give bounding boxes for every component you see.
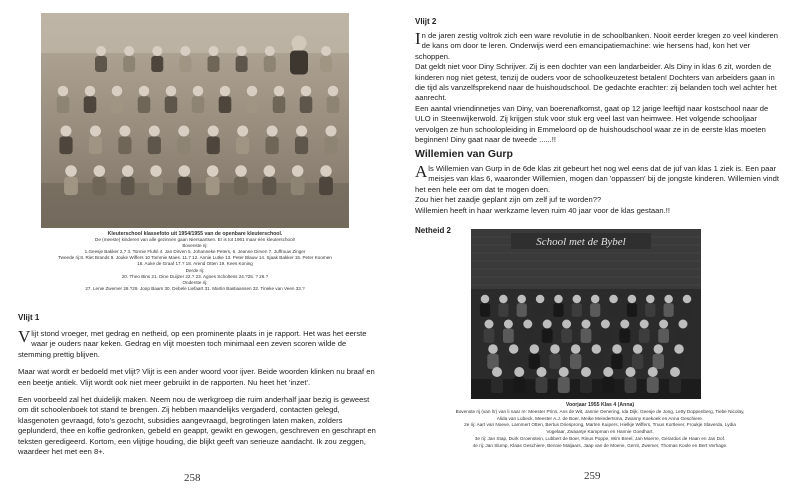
pupil-figure: [487, 344, 498, 369]
paragraph: Een voorbeeld zal het duidelijk maken. Neem nou de werkgroep die ruim anderhalf jaar bezig is geweest om dit schoolenboek tot stand te brengen. Zij hebben maandelijks vergaderd, contacten gelegd, klasgenoten gevraagd, foto's gezocht, subsidies aangevraagd, begrotingen laten maken, zolders geplunderd, thee en koffie gedronken, gebeld en geappt, gewikt en gewogen, geschreven en geschrapt en teksten geredigeerd. Kortom, een vlijtige houding, die blijkt geeft van serieuze aandacht. Ik zou zeggen, waardeer het met een 8+.: [18, 395, 376, 457]
child-figure: [177, 165, 191, 195]
drop-cap: I: [415, 29, 421, 48]
caption-line: 2e rij: Aart van Noeve, Lammert Otten, Bertus Driesprong, Marten Kuipers, Hielkje Wiffers, Truus Kortlever, Froukje Slaverda, Lydia: [464, 422, 736, 428]
pupil-figure: [513, 367, 525, 393]
caption-line: Onderste rij:: [182, 279, 208, 285]
child-figure: [151, 46, 163, 72]
caption-line: Tweede rij:8. Riet Brands 9. Jouke Wiffers 10 Tommie Maes. 11.7 12. Annie Lutke 13. Peter Blauw 14. Sjaak Bakker 15. Peter Koomen: [58, 255, 332, 261]
paragraph-text: ls Willemien van Gurp in de 6de klas zit gebeurt het nog wel eens dat de juf van klas 1 ziek is. Een paar meisjes van klas 6, waaronder Willemien, mogen dan 'oppassen' bij de jongste kinderen. Willemien vindt het een hele eer om dat te mogen doen.: [415, 164, 779, 194]
caption-line: Vogelaar, Zwaantje Kampman en Hannie Goedhart.: [546, 429, 654, 435]
pupil-figure: [522, 320, 533, 343]
caption-line: 4e rij: Jan Slump, Klaas Geschiere, Bennie Maljaars, Jaap van de Moene, Gerrit, Zwemer, Thomas Koole en Bert Verhage.: [472, 442, 728, 448]
pupil-figure: [608, 295, 618, 317]
pupil-figure: [632, 344, 643, 369]
child-figure: [165, 86, 178, 113]
paragraph: Willemien heeft in haar werkzame leven ruim 40 jaar voor de klas gestaan.!!: [415, 205, 670, 215]
child-figure: [262, 165, 276, 195]
child-figure: [291, 165, 305, 195]
child-figure: [273, 86, 286, 113]
pupil-figure: [647, 367, 659, 393]
child-figure: [111, 86, 124, 113]
pupil-figure: [542, 320, 553, 343]
pupil-figure: [645, 295, 655, 317]
child-figure: [84, 86, 97, 113]
pupil-figure: [503, 320, 514, 343]
pupil-figure: [682, 295, 692, 317]
caption-line: 27. Lenie Zwemer 28.?29. Joop Baars 30. Debele Liefaart 31. Martin Bastiaansen 32. Tineke van Veen 33.?: [85, 285, 305, 291]
child-figure: [92, 165, 106, 195]
pupil-figure: [602, 367, 614, 393]
pupil-figure: [535, 295, 545, 317]
paragraph: [18, 329, 380, 360]
child-figure: [59, 126, 72, 155]
pupil-figure: [669, 367, 681, 393]
child-figure: [148, 126, 161, 155]
child-figure: [234, 165, 248, 195]
pupil-figure: [664, 295, 674, 317]
school-sign-text: School met de Bybel: [536, 236, 626, 248]
caption-line: 1.Geesje Bakker 2,7 3. Tonnie Fluhil 4. Jan Dirven 5. Johanneke Peters, 6. Jeanne Dirven 7. Juffrouw Zinger: [84, 249, 306, 255]
pupil-figure: [658, 320, 669, 343]
school-class-photo: [471, 229, 701, 399]
kindergarten-class-photo: [41, 13, 349, 228]
child-figure: [138, 86, 151, 113]
child-figure: [149, 165, 163, 195]
child-figure: [264, 46, 276, 72]
paragraph: [415, 31, 785, 62]
child-figure: [121, 165, 135, 195]
pupil-figure: [529, 344, 540, 369]
child-figure: [246, 86, 259, 113]
child-figure: [123, 46, 135, 72]
child-figure: [319, 165, 333, 195]
child-figure: [327, 86, 340, 113]
right-page: [400, 0, 799, 488]
pupil-figure: [549, 344, 560, 369]
drop-cap: V: [18, 327, 31, 346]
pupil-figure: [558, 367, 570, 393]
pupil-figure: [491, 367, 503, 393]
pupil-figure: [625, 367, 637, 393]
child-figure: [95, 46, 107, 72]
pupil-figure: [480, 295, 490, 317]
pupil-figure: [572, 295, 582, 317]
teacher-figure: [290, 36, 308, 75]
pupil-figure: [498, 295, 508, 317]
child-figure: [118, 126, 131, 155]
child-figure: [89, 126, 102, 155]
caption-line: 20. Theo Bins 21. Dine Duijzer 22.? 23. Agnes Scholtens 24.?25. ? 26.?: [121, 273, 269, 279]
caption-line: Alida van Lubeck, Meester A.J. de Boer, Meike Meindertsma, Zwanny Koekoek en Anna Geschiere.: [496, 415, 704, 421]
pupil-figure: [627, 295, 637, 317]
caption-line: 3e rij: Jan Stap, Durk Groenstein, Lubbert de Boer, Rinus Poppe, Wim Breel, Jan Moerre, Gerardus de Haan en Jan Dof.: [474, 435, 726, 441]
child-figure: [192, 86, 205, 113]
page-number: 259: [584, 470, 601, 482]
pupil-figure: [673, 344, 684, 369]
pupil-figure: [484, 320, 495, 343]
pupil-figure: [611, 344, 622, 369]
paragraph: [415, 164, 785, 195]
section-title-netheid-2: Netheid 2: [415, 226, 452, 235]
child-figure: [324, 126, 337, 155]
child-figure: [300, 86, 313, 113]
photo1-caption: [41, 231, 349, 292]
vlijt1-body: [18, 329, 380, 457]
child-figure: [207, 126, 220, 155]
photo2-caption-title: Voorjaar 1955 Klas 4 (Anna): [565, 402, 635, 408]
paragraph: Dat geldt niet voor Diny Schrijver. Zij is een dochter van een landarbeider. Als Diny in klas 6 zit, worden de kinderen nog niet getest, tenzij de ouders voor de schoolkeuzetest betalen! Dochters van arbeiders gaan in die tijd als vanzelfsprekend naar de huishoudschool. De gedachte erachter: zij belanden toch wel achter het aanrecht.: [415, 62, 777, 103]
caption-line: De (meeste) kinderen van alle gezinnen gaan Niersaartsen. Er is tot 1961 maar één kleuterschool!: [95, 237, 295, 243]
section-title-vlijt-2: Vlijt 2: [415, 17, 437, 26]
child-figure: [295, 126, 308, 155]
pupil-figure: [590, 295, 600, 317]
drop-cap: A: [415, 162, 428, 181]
pupil-figure: [581, 320, 592, 343]
pupil-figure: [536, 367, 548, 393]
pupil-figure: [619, 320, 630, 343]
pupil-figure: [580, 367, 592, 393]
pupil-figure: [561, 320, 572, 343]
child-figure: [236, 126, 249, 155]
paragraph: Een aantal vriendinnetjes van Diny, van boerenafkomst, gaat op 12 jarige leeftijd naar kostschool naar de ULO in Steenwijkerwold. Zij krijgen stuk voor stuk erg veel last van heimwee. Het volgende schooljaar vervolgen ze hun schoolopleiding in Emmeloord op de huishoudschool waar ze in de eerste klas moeten beginnen! Diny gaat naar de tweede ......!!: [415, 103, 769, 145]
pupil-figure: [517, 295, 527, 317]
photo1-caption-title: Kleuterschool klassefoto uit 1954/1955 van de openbare kleuterschool.: [107, 231, 283, 237]
child-figure: [208, 46, 220, 72]
child-figure: [236, 46, 248, 72]
child-figure: [177, 126, 190, 155]
pupil-figure: [600, 320, 611, 343]
pupil-figure: [553, 295, 563, 317]
page-number: 258: [184, 472, 201, 484]
pupil-figure: [591, 344, 602, 369]
pupil-figure: [570, 344, 581, 369]
photo2-caption: [420, 402, 780, 450]
child-figure: [179, 46, 191, 72]
vlijt2-body: [415, 31, 785, 145]
caption-line: 16. Auke de Graaf 17.? 18. Arend Otten 19. Kees Koning: [137, 261, 253, 267]
caption-line: Derde rij:: [185, 267, 205, 273]
paragraph-text: lijt stond vroeger, met gedrag en netheid, op een prominente plaats in je rapport. Het was het eerste waar je ouders naar keken. Gedrag en vlijt moesten toch minimaal een zeven scoren wilde de stemming prettig blijven.: [18, 329, 367, 359]
pupil-figure: [639, 320, 650, 343]
child-figure: [57, 86, 70, 113]
pupil-figure: [678, 320, 689, 343]
section-title-willemien: Willemien van Gurp: [415, 148, 513, 160]
caption-line: Bovenste rij:: [182, 243, 208, 249]
child-figure: [266, 126, 279, 155]
paragraph: Maar wat wordt er bedoeld met vlijt? Vlijt is een ander woord voor ijver. Beide woorden klinken nu braaf en een beetje antiek. Vlijt wordt ook niet meer gebruikt in de rapporten. Nu heet het 'inzet'.: [18, 367, 375, 387]
paragraph: Zou hier het zaadje geplant zijn om zelf juf te worden??: [415, 195, 602, 205]
pupil-figure: [508, 344, 519, 369]
child-figure: [320, 46, 332, 72]
section-title-vlijt-1: Vlijt 1: [18, 313, 40, 322]
paragraph-text: n de jaren zestig voltrok zich een ware revolutie in de schoolbanken. Nooit eerder kregen zo veel kinderen de kans om door te leren. Onderwijs werd een emancipatiemachine: wie hersens had, kon het ver schoppen.: [415, 31, 778, 61]
willemien-body: [415, 164, 785, 216]
child-figure: [206, 165, 220, 195]
child-figure: [64, 165, 78, 195]
caption-line: Bovenste rij (van l/r) van li naar re: Meester Prins, Ans de Wit, Jannie Oenering, Ida Dijk, Geesje de Jong, Letty Doppenberg, Tiebe Nicolay,: [455, 408, 745, 414]
pupil-figure: [653, 344, 664, 369]
child-figure: [219, 86, 232, 113]
